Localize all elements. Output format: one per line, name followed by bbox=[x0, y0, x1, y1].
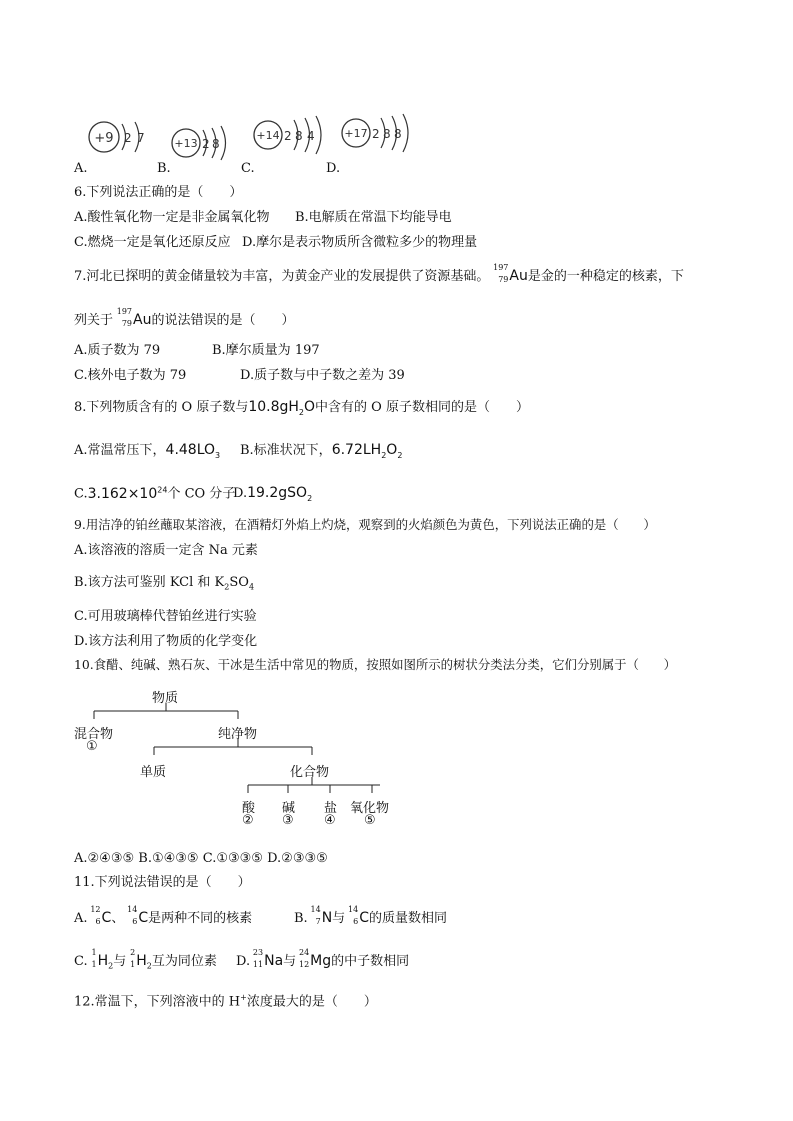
tree-mixture-number: ① bbox=[86, 739, 98, 754]
question-stem-line2: 列关于 197 79 Au的说法错误的是（ ） bbox=[74, 307, 295, 328]
svg-text:+17: +17 bbox=[344, 127, 368, 140]
question-stem: 6.下列说法正确的是（ ） bbox=[74, 185, 243, 200]
atom-diagram-c bbox=[250, 110, 330, 160]
svg-text:2: 2 bbox=[372, 127, 380, 141]
option-d[interactable]: D.该方法利用了物质的化学变化 bbox=[74, 634, 258, 649]
tree-acid: 酸 bbox=[242, 801, 256, 816]
option-a[interactable]: A.该溶液的溶质一定含 Na 元素 bbox=[74, 543, 258, 558]
option-d-label[interactable]: D. bbox=[326, 161, 341, 176]
tree-root: 物质 bbox=[152, 691, 179, 706]
classification-tree-diagram bbox=[72, 683, 402, 833]
option-a[interactable]: A.酸性氧化物一定是非金属氧化物 bbox=[74, 210, 270, 225]
question-stem: 12.常温下，下列溶液中的 H+浓度最大的是（ ） bbox=[74, 993, 377, 1010]
option-b-label[interactable]: B. bbox=[157, 161, 171, 176]
option-c[interactable]: C.核外电子数为 79 bbox=[74, 368, 187, 383]
option-c[interactable]: C. 1 1 $H_2$与 2 1 $H_2$互为同位素 bbox=[74, 948, 217, 971]
tree-compound: 化合物 bbox=[290, 765, 330, 780]
option-a[interactable]: A.质子数为 79 bbox=[74, 343, 161, 358]
option-d[interactable]: D. 23 11 Na与 24 12 Mg的中子数相同 bbox=[236, 948, 410, 969]
question-stem: 8.下列物质含有的 O 原子数与$10.8gH_2O$中含有的 O 原子数相同的是（ ） bbox=[74, 399, 529, 417]
option-b[interactable]: B. 14 7 N与 14 6 C的质量数相同 bbox=[294, 905, 447, 926]
tree-mixture: 混合物 bbox=[74, 727, 114, 742]
option-c[interactable]: C.可用玻璃棒代替铂丝进行实验 bbox=[74, 609, 257, 624]
tree-oxide-number: ⑤ bbox=[364, 813, 376, 828]
question-options[interactable]: A.②④③⑤ B.①④③⑤ C.①③③⑤ D.②③③⑤ bbox=[74, 851, 328, 866]
tree-acid-number: ② bbox=[242, 813, 254, 828]
svg-text:8: 8 bbox=[383, 127, 391, 141]
svg-text:8: 8 bbox=[394, 127, 402, 141]
svg-text:2: 2 bbox=[284, 129, 292, 143]
question-stem: 9.用洁净的铂丝蘸取某溶液，在酒精灯外焰上灼烧，观察到的火焰颜色为黄色，下列说法正确的是（ ） bbox=[74, 517, 656, 532]
question-stem: 10.食醋、纯碱、熟石灰、干冰是生活中常见的物质，按照如图所示的树状分类法分类，它们分别属于（ ） bbox=[74, 657, 677, 672]
svg-text:+9: +9 bbox=[94, 131, 114, 146]
svg-text:4: 4 bbox=[307, 129, 315, 143]
tree-oxide: 氧化物 bbox=[350, 801, 390, 816]
question-stem: 11.下列说法错误的是（ ） bbox=[74, 875, 251, 890]
option-d[interactable]: D.质子数与中子数之差为 39 bbox=[240, 368, 405, 383]
svg-text:7: 7 bbox=[137, 131, 145, 145]
tree-base: 碱 bbox=[282, 801, 296, 816]
tree-element: 单质 bbox=[140, 765, 167, 780]
svg-text:+14: +14 bbox=[256, 129, 280, 142]
svg-text:+13: +13 bbox=[174, 137, 198, 150]
option-a-label[interactable]: A. bbox=[74, 161, 88, 176]
tree-salt-number: ④ bbox=[324, 813, 336, 828]
option-b[interactable]: B.该方法可鉴别 KCl 和 $K_2SO_4$ bbox=[74, 575, 255, 592]
svg-text:2: 2 bbox=[124, 131, 132, 145]
option-d[interactable]: D.摩尔是表示物质所含微粒多少的物理量 bbox=[242, 235, 478, 250]
svg-text:8: 8 bbox=[295, 129, 303, 143]
option-b[interactable]: B.电解质在常温下均能导电 bbox=[295, 210, 452, 225]
tree-pure-substance: 纯净物 bbox=[218, 727, 258, 742]
option-b[interactable]: B.摩尔质量为 197 bbox=[212, 343, 320, 358]
option-a[interactable]: A.常温常压下，$4.48LO_3$ bbox=[74, 442, 221, 460]
question-stem: 7.河北已探明的黄金储量较为丰富，为黄金产业的发展提供了资源基础。 197 79 Au是金的一种稳定的核素，下 bbox=[74, 263, 684, 284]
option-c-label[interactable]: C. bbox=[241, 161, 255, 176]
option-d[interactable]: D.19.2gSO$_2$ bbox=[233, 485, 313, 503]
option-b[interactable]: B.标准状况下，$6.72LH_2O_2$ bbox=[240, 442, 403, 460]
svg-text:8: 8 bbox=[212, 137, 220, 151]
svg-text:2: 2 bbox=[202, 137, 210, 151]
option-c[interactable]: C.燃烧一定是氧化还原反应 bbox=[74, 235, 231, 250]
atom-diagram-d bbox=[339, 108, 419, 158]
tree-base-number: ③ bbox=[282, 813, 294, 828]
tree-salt: 盐 bbox=[324, 801, 338, 816]
atom-diagram-b bbox=[166, 118, 246, 168]
option-c[interactable]: $C.3.162\times 10^{24}$个 CO 分子 bbox=[74, 485, 236, 502]
nuclide-au: 197 79 bbox=[493, 263, 509, 284]
atom-diagram-a bbox=[82, 112, 162, 162]
option-a[interactable]: A. 12 6 C、 14 6 C是两种不同的核素 bbox=[74, 905, 253, 926]
